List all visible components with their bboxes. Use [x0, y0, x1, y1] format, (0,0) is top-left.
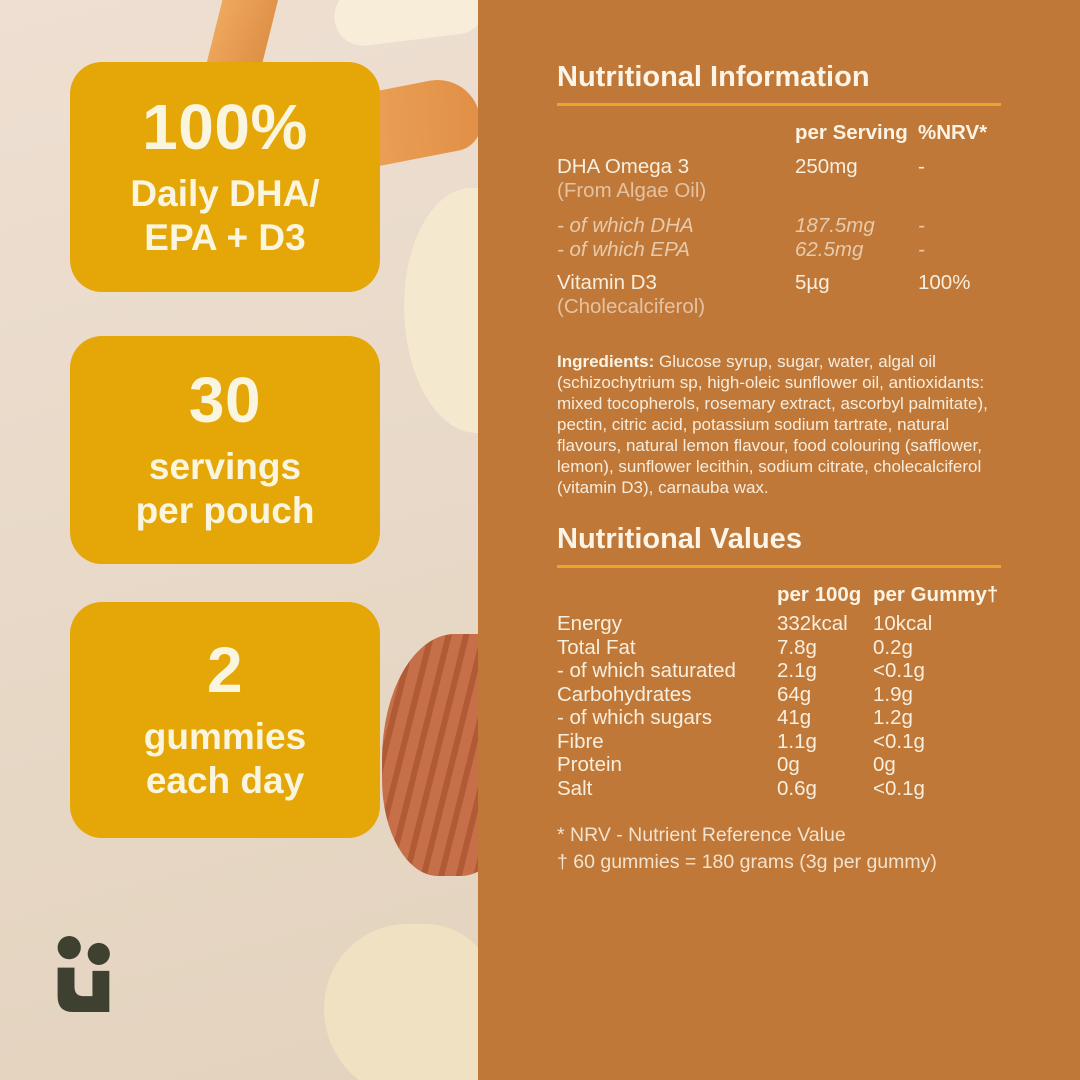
header-spacer	[557, 583, 777, 607]
row-label: Vitamin D3	[557, 270, 657, 294]
badge-line: gummies	[143, 715, 307, 757]
row-per-gummy: 0.2g	[873, 635, 913, 659]
table-row	[557, 753, 1001, 777]
header-spacer	[557, 121, 795, 145]
row-per-serving: 187.5mg	[795, 213, 875, 237]
badge-headline: 30	[188, 363, 262, 436]
row-per-gummy: <0.1g	[873, 729, 925, 753]
row-label: Energy	[557, 612, 622, 636]
row-per-gummy: 1.2g	[873, 706, 913, 730]
table-row	[557, 612, 1001, 636]
column-per-100g: per 100g	[777, 582, 862, 606]
nutritional-information-table	[557, 121, 1001, 319]
row-per-100g: 332kcal	[777, 612, 848, 636]
row-per-100g: 0g	[777, 753, 800, 777]
row-label: - of which DHA	[557, 213, 694, 237]
table-row	[557, 730, 1001, 754]
row-nrv: 100%	[918, 270, 971, 294]
gold-rule	[557, 103, 1001, 106]
ingredients-paragraph	[557, 351, 1002, 498]
badge-line: Daily DHA/	[130, 172, 320, 214]
row-label: - of which saturated	[557, 659, 736, 683]
badge-headline: 100%	[142, 90, 308, 163]
footnote-nrv: * NRV - Nutrient Reference Value	[557, 824, 846, 847]
row-per-100g: 41g	[777, 706, 812, 730]
row-per-gummy: <0.1g	[873, 776, 925, 800]
row-per-100g: 64g	[777, 682, 812, 706]
row-label: Salt	[557, 776, 593, 800]
table-row	[557, 238, 1001, 262]
gold-rule	[557, 565, 1001, 568]
column-per-gummy: per Gummy†	[873, 582, 999, 606]
nutritional-information-title: Nutritional Information	[557, 61, 870, 93]
row-per-gummy: 10kcal	[873, 612, 933, 636]
table-row-group-italic	[557, 214, 1001, 262]
table-row	[557, 214, 1001, 238]
table-row	[557, 155, 1001, 203]
footnotes	[557, 822, 1001, 876]
table-row	[557, 777, 1001, 801]
row-nrv: -	[918, 154, 925, 178]
row-per-serving: 62.5mg	[795, 237, 864, 261]
row-label: Fibre	[557, 729, 604, 753]
row-label: Carbohydrates	[557, 682, 692, 706]
photo-cream-piece-bottom	[324, 924, 478, 1080]
row-label: DHA Omega 3	[557, 154, 690, 178]
row-nrv: -	[918, 213, 925, 237]
photo-cream-piece-middle	[404, 188, 478, 433]
photo-dried-rust-chunk	[382, 634, 478, 876]
photo-cream-flake-top	[331, 0, 478, 49]
nutritional-values-table	[557, 583, 1001, 801]
row-sublabel: (From Algae Oil)	[557, 178, 707, 202]
row-per-100g: 2.1g	[777, 659, 817, 683]
row-per-serving: 250mg	[795, 154, 858, 178]
row-label: Total Fat	[557, 635, 636, 659]
badge-headline: 2	[206, 633, 244, 706]
table-row	[557, 659, 1001, 683]
row-label: Protein	[557, 753, 622, 777]
badge-gummies	[70, 602, 380, 838]
badge-line: servings	[148, 445, 302, 487]
table-header-row	[557, 583, 1001, 607]
badge-daily-dha	[70, 62, 380, 292]
badge-line: each day	[145, 759, 305, 801]
table-header-row	[557, 121, 1001, 145]
info-panel	[478, 0, 1080, 1080]
row-label: - of which sugars	[557, 706, 712, 730]
column-nrv: %NRV*	[918, 120, 988, 144]
table-row	[557, 706, 1001, 730]
table-row	[557, 636, 1001, 660]
row-nrv: -	[918, 237, 925, 261]
footnote-gummy-weight: † 60 gummies = 180 grams (3g per gummy)	[557, 851, 937, 874]
row-per-100g: 1.1g	[777, 729, 817, 753]
row-per-gummy: 0g	[873, 753, 896, 777]
table-row	[557, 683, 1001, 707]
row-per-100g: 7.8g	[777, 635, 817, 659]
photo-panel	[0, 0, 478, 1080]
row-per-serving: 5µg	[795, 270, 830, 294]
brand-logo-icon	[57, 936, 111, 1012]
row-label: - of which EPA	[557, 237, 690, 261]
badge-line: per pouch	[135, 489, 315, 531]
column-per-serving: per Serving	[795, 120, 908, 144]
row-per-gummy: 1.9g	[873, 682, 913, 706]
ingredients-label: Ingredients:	[557, 351, 655, 371]
badge-servings	[70, 336, 380, 564]
row-per-gummy: <0.1g	[873, 659, 925, 683]
badge-line: EPA + D3	[144, 216, 306, 258]
table-row	[557, 271, 1001, 319]
row-sublabel: (Cholecalciferol)	[557, 294, 706, 318]
ingredients-text: Glucose syrup, sugar, water, algal oil (schizochytrium sp, high-oleic sunflower oil, antioxidants: mixed tocopherols, rosemary extract, ascorbyl palmitate), pectin, citric acid, potassium sodium tartrate, natural flavours, natural lemon flavour, food colouring (safflower, lemon), sunflower lecithin, sodium citrate, cholecalciferol (vitamin D3), carnauba wax.	[557, 351, 988, 497]
row-per-100g: 0.6g	[777, 776, 817, 800]
nutritional-values-title: Nutritional Values	[557, 522, 802, 555]
